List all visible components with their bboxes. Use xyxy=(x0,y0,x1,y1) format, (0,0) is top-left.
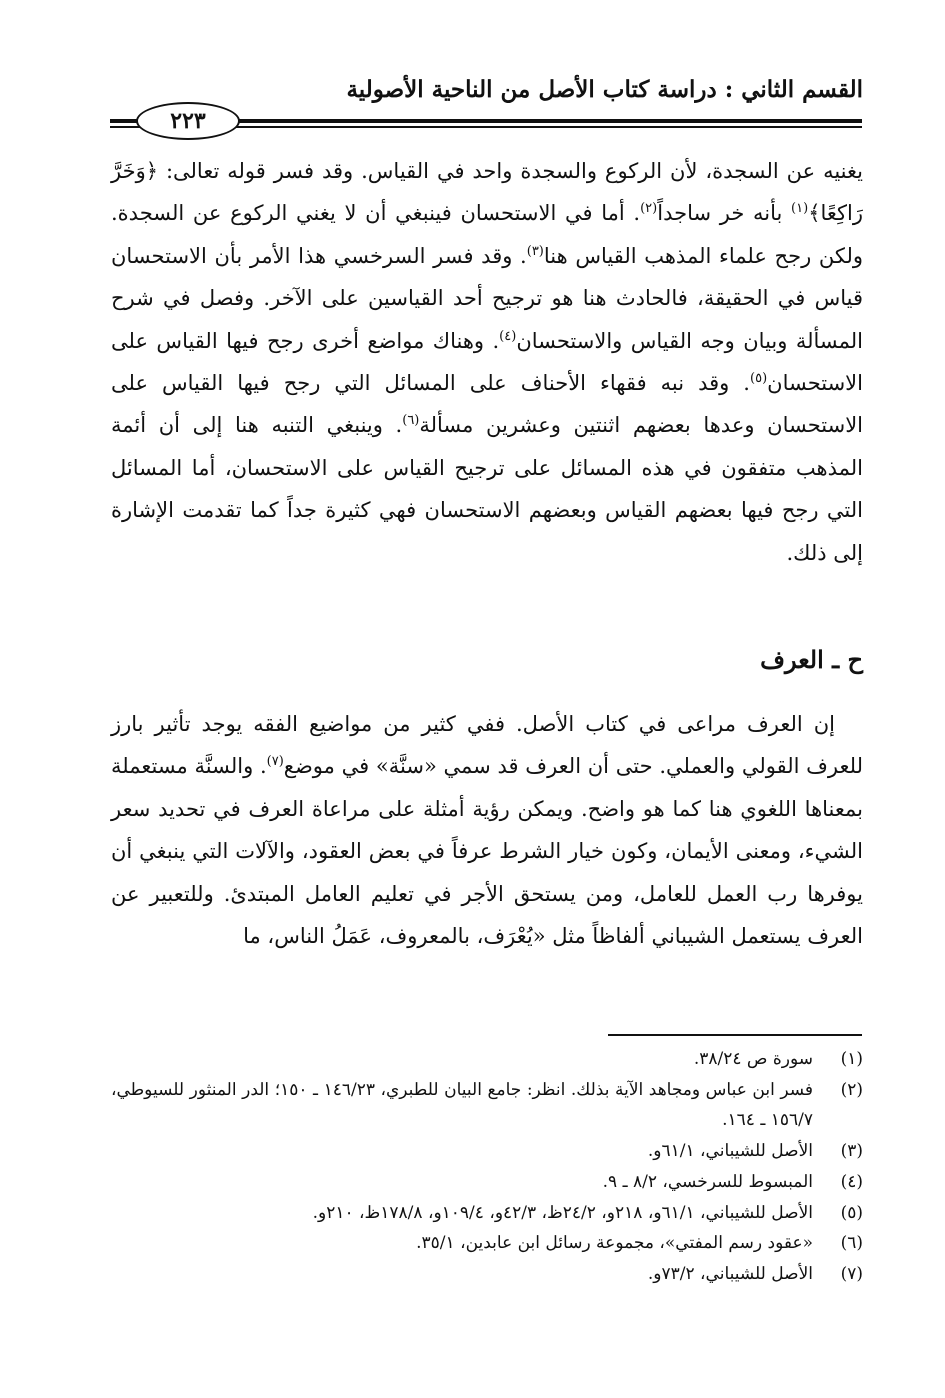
paragraph-text: . وقد نبه فقهاء الأحناف على المسائل التي رجح فيها القياس على الاستحسان وعدها بعضهم اثنتين وعشرين مسألة xyxy=(111,371,864,438)
paragraph-text: . والسنَّة مستعملة بمعناها اللغوي هنا كما هو واضح. ويمكن رؤية أمثلة على مراعاة العرف في تحديد سعر الشيء، ومعنى الأيمان، وكون خيار الشرط عرفاً في بعض العقود، والآلات التي ينبغي أن يوفرها رب العمل للعامل، ومن يستحق الأجر في تعليم العامل المبتدئ. وللتعبير عن العرف يستعمل الشيباني ألفاظاً مثل «يُعْرَف، بالمعروف، عَمَلُ الناس، ما xyxy=(111,754,863,949)
footnote-number: (٧) xyxy=(840,1263,863,1284)
footnote-item xyxy=(111,1136,863,1167)
paragraph-text: . وقد فسر السرخسي هذا الأمر بأن الاستحسان قياس في الحقيقة، فالحادث هنا هو ترجيح أحد القياسين على الآخر. وفصل في شرح المسألة وبيان وجه القياس والاستحسان xyxy=(111,243,863,353)
footnote-text: سورة ص ٣٨/٢٤. xyxy=(693,1049,813,1069)
footnote-separator xyxy=(608,1034,862,1036)
footnote-ref-7: (٧) xyxy=(266,754,284,770)
footnote-item xyxy=(111,1198,863,1229)
footnote-item xyxy=(111,1044,863,1075)
footnote-number: (٥) xyxy=(840,1202,863,1223)
footnote-text: الأصل للشيباني، ٧٣/٢و. xyxy=(647,1263,813,1284)
page-number: ٢٢٣ xyxy=(136,102,240,140)
footnote-ref-5: (٥) xyxy=(750,371,768,387)
footnote-ref-2: (٢) xyxy=(640,201,658,217)
footnote-item xyxy=(111,1075,863,1136)
footnotes-list xyxy=(111,1044,863,1290)
footnote-number: (٣) xyxy=(840,1141,863,1162)
footnote-number: (٦) xyxy=(840,1233,863,1254)
footnote-text: المبسوط للسرخسي، ٨/٢ ـ ٩. xyxy=(602,1171,813,1192)
paragraph-text: يغنيه عن السجدة، لأن الركوع والسجدة واحد في القياس. وقد فسر قوله تعالى: ﴿وَخَرَّ رَاكِعًا﴾ xyxy=(111,159,863,226)
footnote-ref-4: (٤) xyxy=(499,328,517,344)
paragraph-text: . وهناك مواضع أخرى رجح فيها القياس على الاستحسان xyxy=(111,328,863,396)
footnote-number: (٤) xyxy=(840,1171,863,1192)
footnote-text: الأصل للشيباني، ٦١/١و. xyxy=(647,1141,813,1162)
paragraph-text: إن العرف مراعى في كتاب الأصل. ففي كثير من مواضيع الفقه يوجد تأثير بارز للعرف القولي والعملي. حتى أن العرف قد سمي «سنَّة» في موضع xyxy=(111,712,864,779)
paragraph-istihsan xyxy=(111,150,863,574)
paragraph-text: . وينبغي التنبه هنا إلى أن أئمة المذهب متفقون في هذه المسائل على ترجيح القياس على الاستحسان، أما المسائل التي رجح فيها بعضهم القياس وبعضهم الاستحسان فهي كثيرة جداً كما تقدمت الإشارة إلى ذلك. xyxy=(111,413,863,565)
footnote-number: (٢) xyxy=(840,1079,863,1100)
paragraph-text: . أما في الاستحسان فينبغي أن لا يغني الركوع عن السجدة. ولكن رجح علماء المذهب القياس هنا xyxy=(111,201,863,268)
paragraph-text: بأنه خر ساجداً xyxy=(657,201,792,226)
footnote-text: الأصل للشيباني، ٦١/١و، ٢١٨و، ٢٤/٢ظ، ٤٢/٣و، ١٠٩/٤و، ١٧٨/٨ظ، ٢١٠و. xyxy=(312,1202,813,1223)
footnote-ref-3: (٣) xyxy=(526,243,544,259)
section-heading: ح ـ العرف xyxy=(760,645,863,674)
footnote-text: فسر ابن عباس ومجاهد الآية بذلك. انظر: جامع البيان للطبري، ١٤٦/٢٣ ـ ١٥٠؛ الدر المنثور للسيوطي، ١٥٦/٧ ـ ١٦٤. xyxy=(111,1079,813,1131)
footnote-item xyxy=(111,1259,863,1290)
footnote-item xyxy=(111,1228,863,1259)
footnote-text: «عقود رسم المفتي»، مجموعة رسائل ابن عابدين، ٣٥/١. xyxy=(416,1233,813,1254)
footnote-ref-6: (٦) xyxy=(402,413,420,429)
footnote-ref-1: (١) xyxy=(791,201,809,217)
footnote-number: (١) xyxy=(840,1049,863,1069)
paragraph-urf xyxy=(111,703,863,957)
running-title: القسم الثاني : دراسة كتاب الأصل من الناحية الأصولية xyxy=(346,76,863,103)
footnote-item xyxy=(111,1167,863,1198)
